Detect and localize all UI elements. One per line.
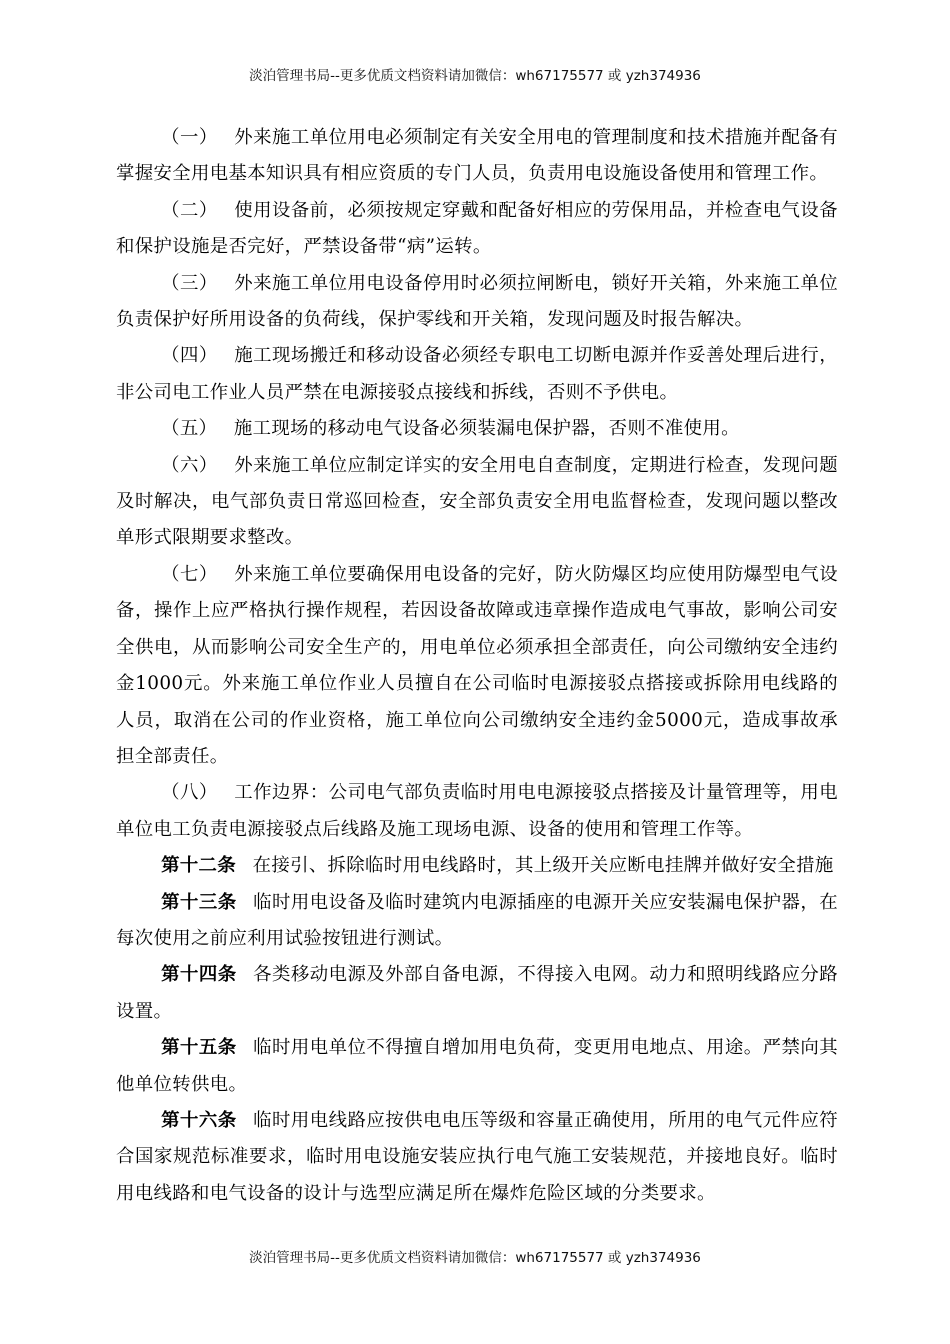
article-label: 第十五条 [161,1037,237,1059]
clause-label: （五） [161,418,218,440]
article-16 [116,1103,838,1212]
clause-text: 工作边界：公司电气部负责临时用电电源接驳点搭接及计量管理等，用电单位电工负责电源接驳点后线路及施工现场电源、设备的使用和管理工作等。 [116,782,838,840]
clause-4 [116,338,838,411]
article-text: 在接引、拆除临时用电线路时，其上级开关应断电挂牌并做好安全措施 [252,855,834,877]
article-label: 第十六条 [161,1109,237,1131]
article-label: 第十二条 [161,855,237,877]
clause-1 [116,120,838,193]
clause-label: （八） [161,782,218,804]
clause-text: 使用设备前，必须按规定穿戴和配备好相应的劳保用品，并检查电气设备和保护设施是否完好，严禁设备带“病”运转。 [116,199,838,258]
article-15 [116,1030,838,1103]
clause-8 [116,775,838,848]
article-label: 第十三条 [161,891,237,913]
clause-2 [116,193,838,266]
document-body [116,120,838,1212]
clause-text: 施工现场的移动电气设备必须装漏电保护器，否则不准使用。 [233,418,740,440]
article-13 [116,885,838,958]
clause-text: 施工现场搬迁和移动设备必须经专职电工切断电源并作妥善处理后进行，非公司电工作业人员严禁在电源接驳点接线和拆线，否则不予供电。 [116,345,838,403]
article-label: 第十四条 [161,964,237,986]
article-text: 临时用电单位不得擅自增加用电负荷，变更用电地点、用途。严禁向其他单位转供电。 [116,1037,839,1095]
clause-label: （一） [161,127,218,148]
page-footer: 淡泊管理书局--更多优质文档资料请加微信：wh67175577 或 yzh374936 [249,1250,701,1266]
clause-3 [116,266,838,339]
clause-text: 外来施工单位要确保用电设备的完好，防火防爆区均应使用防爆型电气设备，操作上应严格执行操作规程，若因设备故障或违章操作造成电气事故，影响公司安全供电，从而影响公司安全生产的，用电单位必须承担全部责任，向公司缴纳安全违约金1000元。外来施工单位作业人员擅自在公司临时电源接驳点搭接或拆除用电线路的人员，取消在公司的作业资格，施工单位向公司缴纳安全违约金5000元，造成事故承担全部责任。 [116,563,838,767]
article-12 [116,848,838,884]
clause-label: （六） [161,454,218,476]
clause-text: 外来施工单位用电设备停用时必须拉闸断电，锁好开关箱，外来施工单位负责保护好所用设备的负荷线，保护零线和开关箱，发现问题及时报告解决。 [116,272,838,331]
clause-label: （七） [161,563,218,585]
clause-5 [116,411,838,447]
article-text: 各类移动电源及外部自备电源，不得接入电网。动力和照明线路应分路设置。 [116,964,839,1022]
page-header: 淡泊管理书局--更多优质文档资料请加微信：wh67175577 或 yzh374936 [249,68,701,84]
article-14 [116,957,838,1030]
clause-label: （二） [161,199,218,221]
article-text: 临时用电线路应按供电电压等级和容量正确使用，所用的电气元件应符合国家规范标准要求，临时用电设施安装应执行电气施工安装规范，并接地良好。临时用电线路和电气设备的设计与选型应满足所在爆炸危险区域的分类要求。 [116,1109,839,1204]
clause-text: 外来施工单位用电必须制定有关安全用电的管理制度和技术措施并配备有掌握安全用电基本知识具有相应资质的专门人员，负责用电设施设备使用和管理工作。 [116,127,838,185]
clause-text: 外来施工单位应制定详实的安全用电自查制度，定期进行检查，发现问题及时解决，电气部负责日常巡回检查，安全部负责安全用电监督检查，发现问题以整改单形式限期要求整改。 [116,454,838,549]
clause-6 [116,448,838,557]
clause-7 [116,557,838,775]
article-text: 临时用电设备及临时建筑内电源插座的电源开关应安装漏电保护器，在每次使用之前应利用试验按钮进行测试。 [116,891,839,949]
clause-label: （四） [161,345,218,367]
clause-label: （三） [161,272,218,294]
